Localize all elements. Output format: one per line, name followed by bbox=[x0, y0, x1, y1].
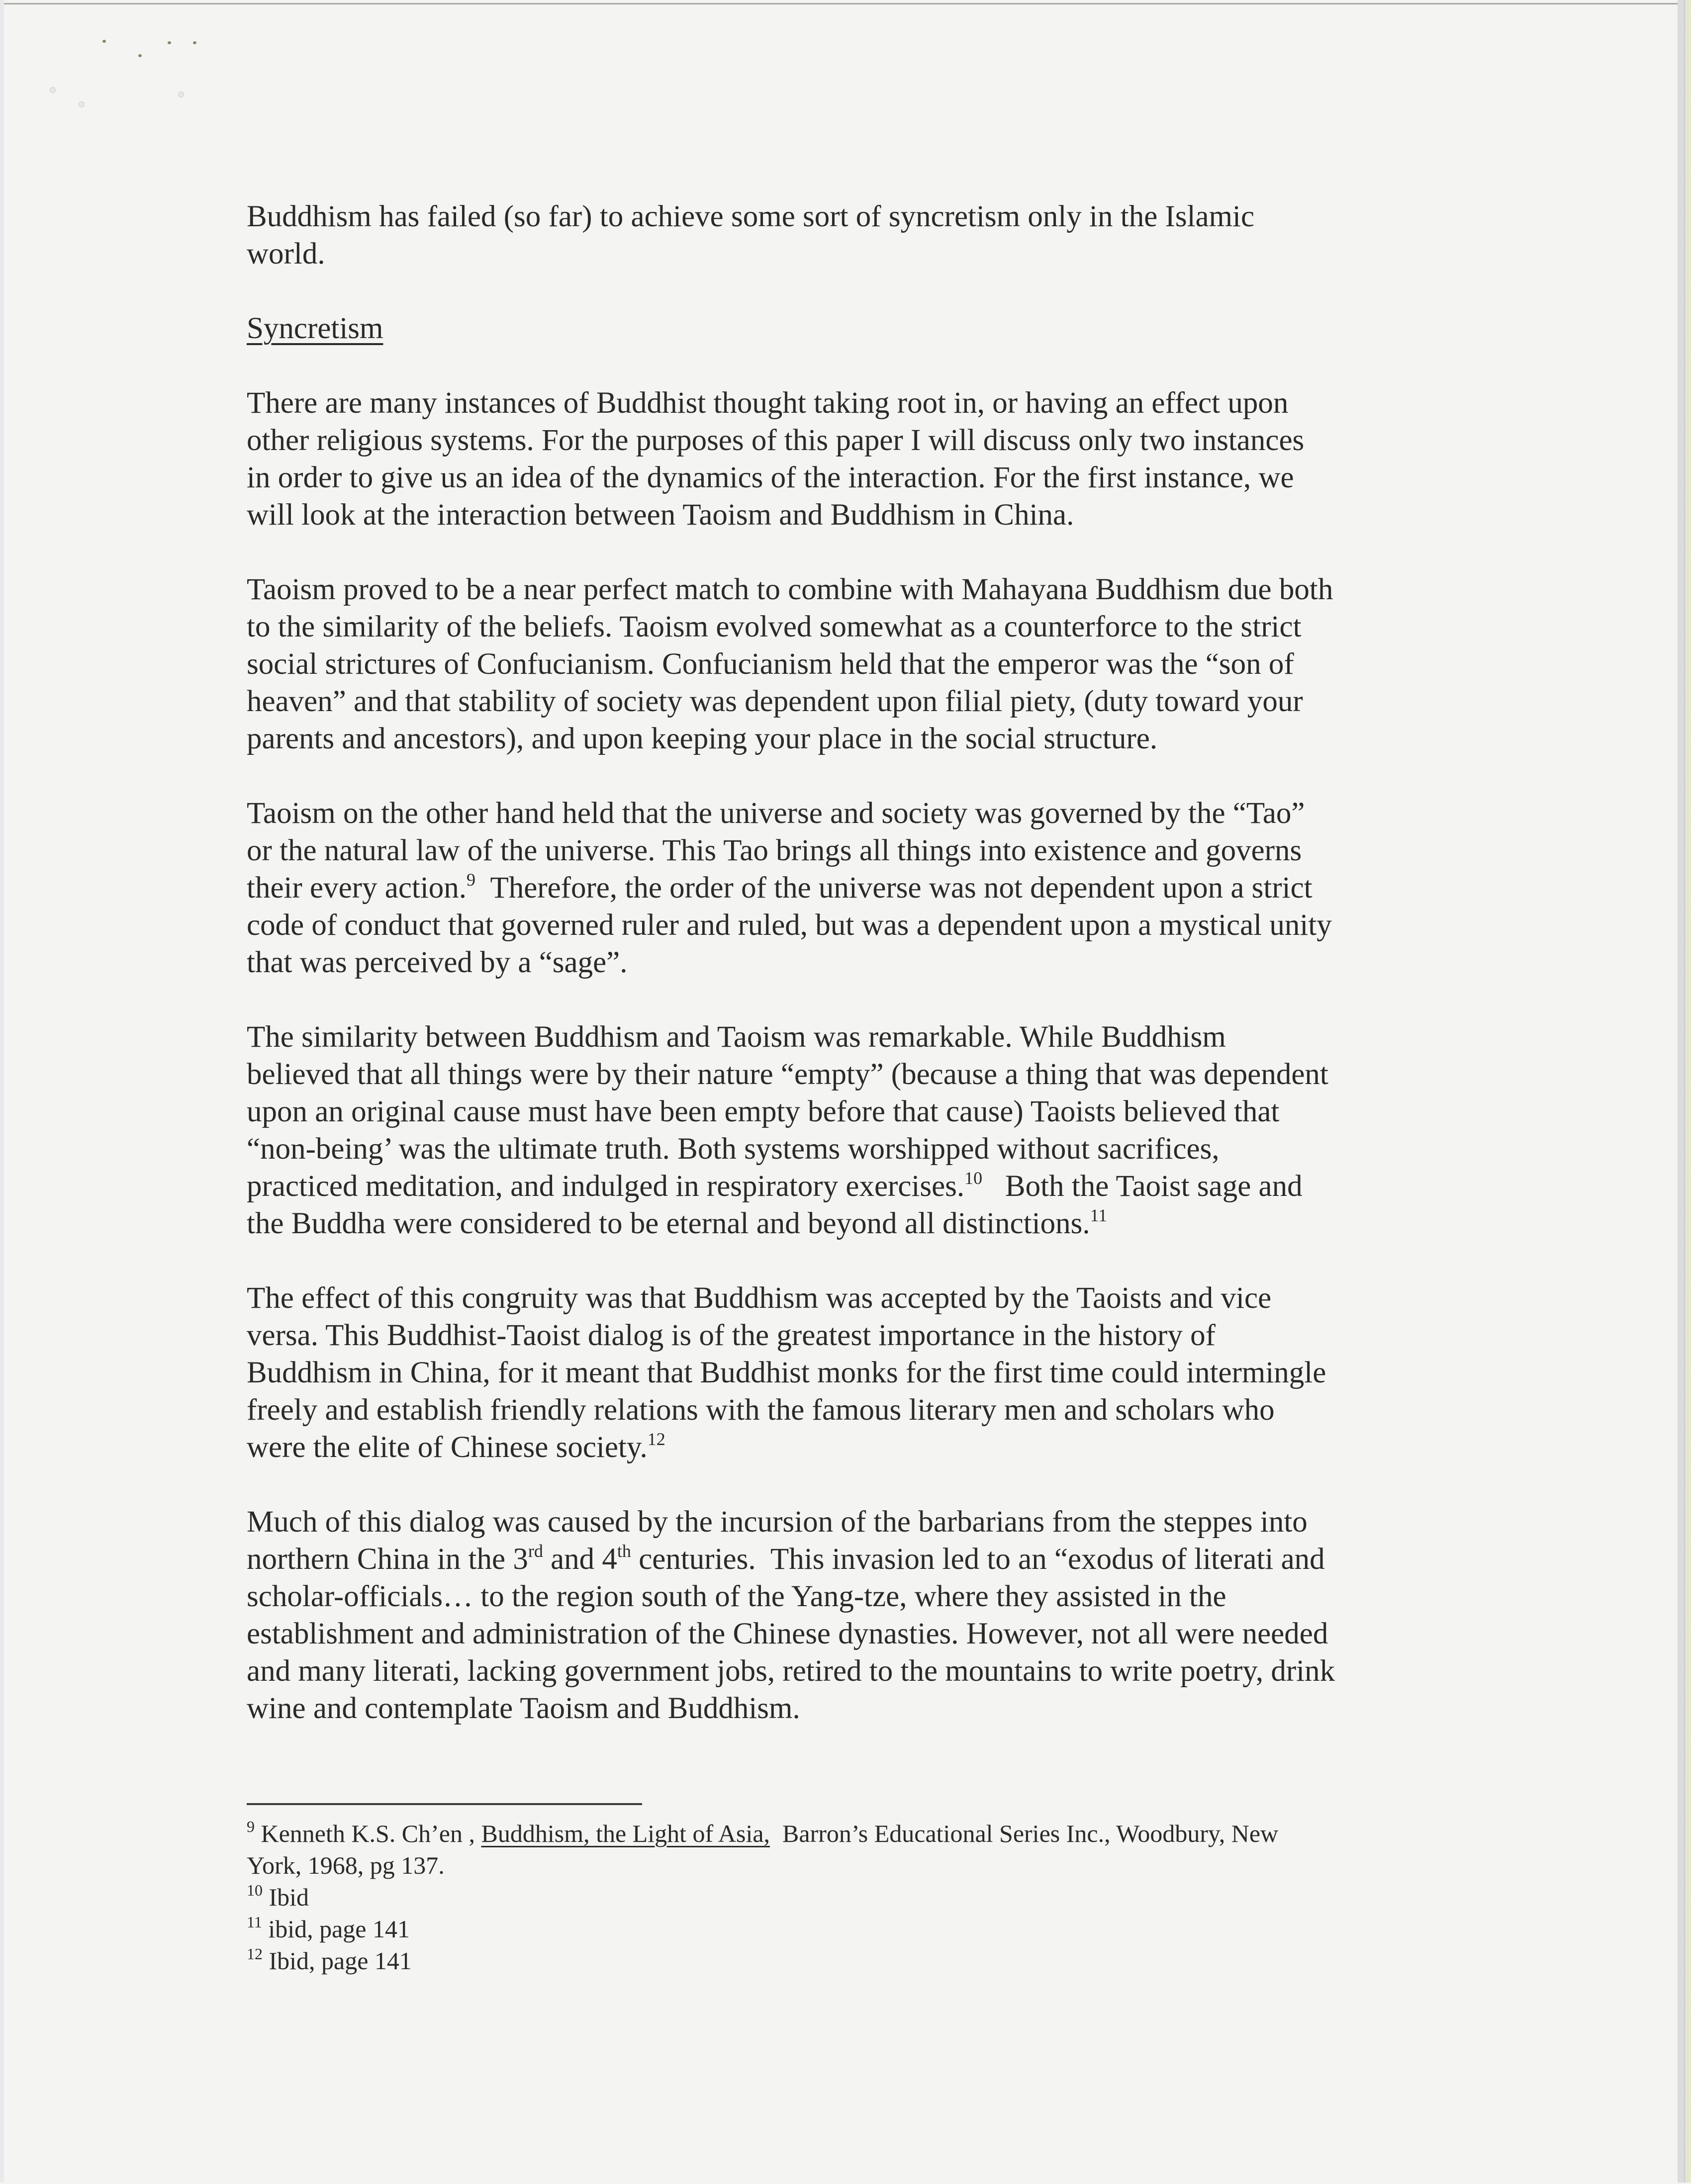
paragraph-2 bbox=[247, 571, 1460, 757]
text-line: world. bbox=[247, 237, 325, 271]
footnote-ref-11[interactable]: 11 bbox=[1090, 1205, 1108, 1225]
paragraph-3 bbox=[247, 795, 1460, 981]
intro-paragraph bbox=[247, 198, 1460, 273]
document-body bbox=[247, 198, 1460, 1764]
text-line bbox=[247, 1429, 1460, 1466]
text-line: will look at the interaction between Taoism and Buddhism in China. bbox=[247, 498, 1074, 532]
footnote-author: Kenneth K.S. Ch’en , bbox=[255, 1820, 481, 1847]
footnote-9 bbox=[247, 1818, 1460, 1849]
text-line: code of conduct that governed ruler and ruled, but was a dependent upon a mystical unity bbox=[247, 909, 1332, 942]
text-line: and many literati, lacking government jobs, retired to the mountains to write poetry, drink bbox=[247, 1654, 1335, 1688]
paper-speck bbox=[138, 54, 142, 57]
footnote-number: 11 bbox=[247, 1913, 262, 1931]
text-segment: practiced meditation, and indulged in respiratory exercises. bbox=[247, 1170, 965, 1203]
text-line: Taoism proved to be a near perfect match to combine with Mahayana Buddhism due both bbox=[247, 573, 1333, 606]
footnote-number: 9 bbox=[247, 1818, 255, 1835]
paper-speck bbox=[50, 87, 56, 93]
footnote-ref-9[interactable]: 9 bbox=[467, 870, 476, 890]
text-line: There are many instances of Buddhist thought taking root in, or having an effect upon bbox=[247, 386, 1289, 420]
footnote-publisher: Barron’s Educational Series Inc., Woodbury, New bbox=[770, 1820, 1279, 1847]
text-line: Buddhism in China, for it meant that Buddhist monks for the first time could intermingle bbox=[247, 1356, 1326, 1389]
paragraph-6 bbox=[247, 1503, 1460, 1727]
footnote-ref-10[interactable]: 10 bbox=[964, 1168, 983, 1188]
text-segment: their every action. bbox=[247, 871, 467, 905]
footnote-number: 10 bbox=[247, 1881, 263, 1899]
footnote-number: 12 bbox=[247, 1945, 263, 1963]
paragraph-4 bbox=[247, 1018, 1460, 1242]
text-line: Buddhism has failed (so far) to achieve some sort of syncretism only in the Islamic bbox=[247, 200, 1255, 233]
text-line: The effect of this congruity was that Buddhism was accepted by the Taoists and vice bbox=[247, 1281, 1272, 1315]
footnote-9-continuation: York, 1968, pg 137. bbox=[247, 1851, 445, 1879]
text-line: freely and establish friendly relations with the famous literary men and scholars who bbox=[247, 1393, 1275, 1427]
text-segment: northern China in the 3 bbox=[247, 1543, 528, 1576]
text-line: or the natural law of the universe. This Tao brings all things into existence and governs bbox=[247, 834, 1302, 867]
paper-speck bbox=[102, 40, 106, 43]
footnote-text: Ibid bbox=[263, 1883, 309, 1911]
footnote-text: Ibid, page 141 bbox=[263, 1947, 412, 1975]
text-line: establishment and administration of the Chinese dynasties. However, not all were needed bbox=[247, 1617, 1328, 1650]
text-line: to the similarity of the beliefs. Taoism evolved somewhat as a counterforce to the strict bbox=[247, 610, 1302, 643]
footnote-10 bbox=[247, 1881, 1460, 1913]
text-line: parents and ancestors), and upon keeping your place in the social structure. bbox=[247, 722, 1158, 755]
section-heading-syncretism: Syncretism bbox=[247, 312, 383, 345]
footnote-separator bbox=[247, 1803, 642, 1805]
footnote-text: ibid, page 141 bbox=[262, 1915, 410, 1943]
scan-left-edge bbox=[0, 0, 4, 2183]
text-line: “non-being’ was the ultimate truth. Both systems worshipped without sacrifices, bbox=[247, 1132, 1220, 1166]
text-segment: Both the Taoist sage and bbox=[982, 1170, 1303, 1203]
paper-speck bbox=[79, 101, 85, 107]
paper-speck bbox=[168, 41, 171, 44]
section-heading bbox=[247, 310, 1460, 347]
footnote-11 bbox=[247, 1913, 1460, 1945]
text-segment: centuries. This invasion led to an “exodus of literati and bbox=[631, 1543, 1325, 1576]
text-line: that was perceived by a “sage”. bbox=[247, 946, 628, 979]
text-line: wine and contemplate Taoism and Buddhism. bbox=[247, 1692, 800, 1725]
ordinal-suffix: th bbox=[617, 1541, 631, 1561]
text-segment: Therefore, the order of the universe was not dependent upon a strict bbox=[475, 871, 1313, 905]
text-line bbox=[247, 1205, 1460, 1242]
ordinal-suffix: rd bbox=[528, 1541, 543, 1561]
text-line bbox=[247, 1541, 1460, 1578]
text-line: in order to give us an idea of the dynamics of the interaction. For the first instance, we bbox=[247, 461, 1294, 494]
text-line: believed that all things were by their nature “empty” (because a thing that was dependent bbox=[247, 1058, 1328, 1091]
text-line: heaven” and that stability of society was dependent upon filial piety, (duty toward your bbox=[247, 685, 1303, 718]
text-line bbox=[247, 1168, 1460, 1205]
footnotes bbox=[247, 1818, 1460, 1977]
text-line: upon an original cause must have been empty before that cause) Taoists believed that bbox=[247, 1095, 1280, 1128]
text-line bbox=[247, 869, 1460, 907]
text-segment: the Buddha were considered to be eternal and beyond all distinctions. bbox=[247, 1207, 1090, 1240]
text-line: scholar-officials… to the region south of the Yang-tze, where they assisted in the bbox=[247, 1580, 1226, 1613]
paper-speck bbox=[178, 91, 184, 97]
text-segment: and 4 bbox=[543, 1543, 617, 1576]
paper-speck bbox=[193, 41, 196, 44]
paragraph-5 bbox=[247, 1279, 1460, 1466]
footnote-12 bbox=[247, 1945, 1460, 1977]
footnote-ref-12[interactable]: 12 bbox=[647, 1429, 665, 1449]
text-line: Taoism on the other hand held that the universe and society was governed by the “Tao” bbox=[247, 797, 1305, 830]
text-line: versa. This Buddhist-Taoist dialog is of the greatest importance in the history of bbox=[247, 1319, 1216, 1352]
text-line: Much of this dialog was caused by the incursion of the barbarians from the steppes into bbox=[247, 1505, 1308, 1539]
footnote-book-title: Buddhism, the Light of Asia, bbox=[481, 1820, 770, 1847]
paragraph-1 bbox=[247, 384, 1460, 534]
text-line: social strictures of Confucianism. Confucianism held that the emperor was the “son of bbox=[247, 647, 1294, 681]
text-line: other religious systems. For the purposes of this paper I will discuss only two instances bbox=[247, 424, 1305, 457]
text-line: The similarity between Buddhism and Taoism was remarkable. While Buddhism bbox=[247, 1020, 1226, 1054]
text-segment: were the elite of Chinese society. bbox=[247, 1431, 648, 1464]
scan-right-edge bbox=[1678, 0, 1691, 2183]
